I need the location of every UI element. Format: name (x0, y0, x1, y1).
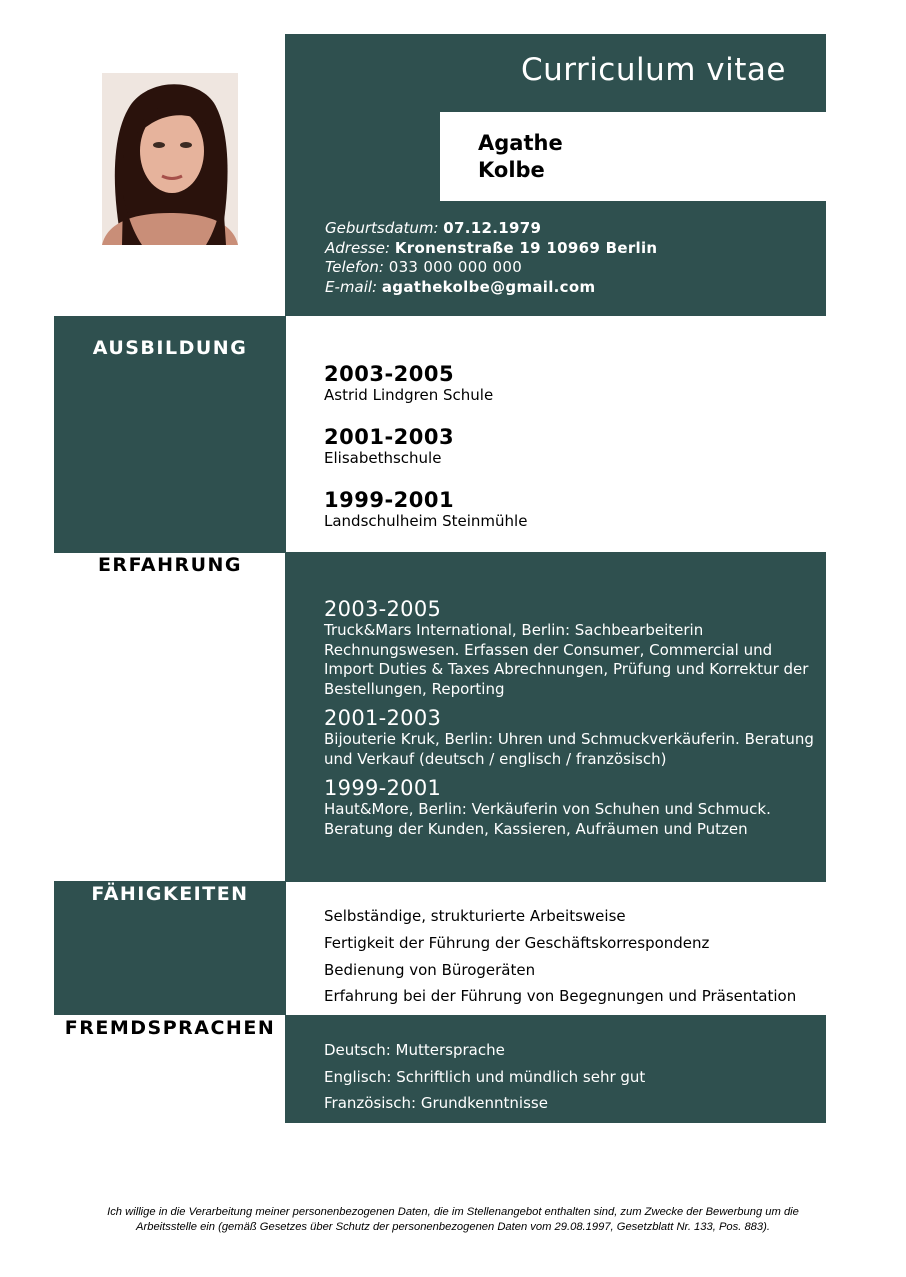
phone-label: Telefon: (325, 258, 384, 277)
list-item: Deutsch: Muttersprache (324, 1041, 505, 1059)
address-value: Kronenstraße 19 10969 Berlin (394, 238, 658, 257)
sprachen-heading: FREMDSPRACHEN (64, 1017, 276, 1039)
ausbildung-heading: AUSBILDUNG (92, 337, 248, 359)
list-item: Erfahrung bei der Führung von Begegnungen und Präsentation (324, 987, 797, 1005)
erfahrung-heading: ERFAHRUNG (97, 554, 243, 576)
ausbildung-list (324, 362, 527, 532)
footer-line: Arbeitsstelle ein (gemäß Gesetzes über Schutz der personenbezogenen Daten vom 29.08.1997, Gesetzblatt Nr. 133, Pos. 883). (136, 1221, 770, 1233)
list-item: Bedienung von Bürogeräten (324, 961, 536, 979)
entry-years: 1999-2001 (324, 488, 455, 512)
header-panel (285, 34, 826, 316)
profile-photo (102, 73, 238, 245)
name-box (440, 112, 826, 201)
footer-line: Ich willige in die Verarbeitung meiner personenbezogenen Daten, die im Stellenangebot enthalten sind, zum Zwecke der Bewerbung um die (107, 1206, 799, 1218)
erfahrung-list (324, 597, 814, 839)
list-item (324, 488, 527, 532)
email-value: agathekolbe@gmail.com (381, 278, 596, 297)
list-item (324, 425, 527, 488)
list-item: Selbständige, strukturierte Arbeitsweise (324, 907, 626, 925)
entry-line: Bestellungen, Reporting (324, 679, 505, 698)
entry-years: 2003-2005 (324, 362, 455, 386)
birth-label: Geburtsdatum: (325, 219, 439, 237)
document-title: Curriculum vitae (520, 52, 786, 88)
email-label: E-mail: (325, 278, 378, 297)
faehigkeiten-heading: FÄHIGKEITEN (91, 883, 249, 905)
list-item: Fertigkeit der Führung der Geschäftskorrespondenz (324, 934, 710, 952)
entry-line: und Verkauf (deutsch / englisch / französisch) (324, 749, 667, 768)
contact-info (325, 219, 657, 298)
list-item: Englisch: Schriftlich und mündlich sehr gut (324, 1068, 646, 1086)
consent-footer (40, 1205, 866, 1235)
list-item (324, 706, 814, 769)
entry-line: Haut&More, Berlin: Verkäuferin von Schuhen und Schmuck. (324, 800, 771, 818)
entry-text: Landschulheim Steinmühle (324, 512, 528, 530)
address-label: Adresse: (325, 238, 391, 257)
list-item (324, 597, 814, 699)
last-name: Kolbe (478, 158, 545, 182)
entry-years: 2001-2003 (324, 425, 455, 449)
entry-line: Bijouterie Kruk, Berlin: Uhren und Schmuckverkäuferin. Beratung (324, 730, 814, 748)
entry-line: Beratung der Kunden, Kassieren, Aufräumen und Putzen (324, 819, 748, 838)
phone-value: 033 000 000 000 (388, 258, 523, 277)
entry-years: 2003-2005 (324, 597, 442, 621)
entry-line: Import Duties & Taxes Abrechnungen, Prüfung und Korrektur der (324, 660, 809, 678)
entry-years: 2001-2003 (324, 706, 442, 730)
birth-value: 07.12.1979 (443, 219, 542, 237)
entry-text: Elisabethschule (324, 449, 442, 467)
list-item (324, 776, 814, 839)
entry-years: 1999-2001 (324, 776, 442, 800)
list-item: Französisch: Grundkenntnisse (324, 1094, 548, 1112)
entry-line: Rechnungswesen. Erfassen der Consumer, Commercial und (324, 640, 773, 659)
entry-line: Truck&Mars International, Berlin: Sachbearbeiterin (324, 621, 704, 639)
list-item (324, 362, 527, 425)
entry-text: Astrid Lindgren Schule (324, 386, 494, 404)
first-name: Agathe (478, 131, 563, 155)
